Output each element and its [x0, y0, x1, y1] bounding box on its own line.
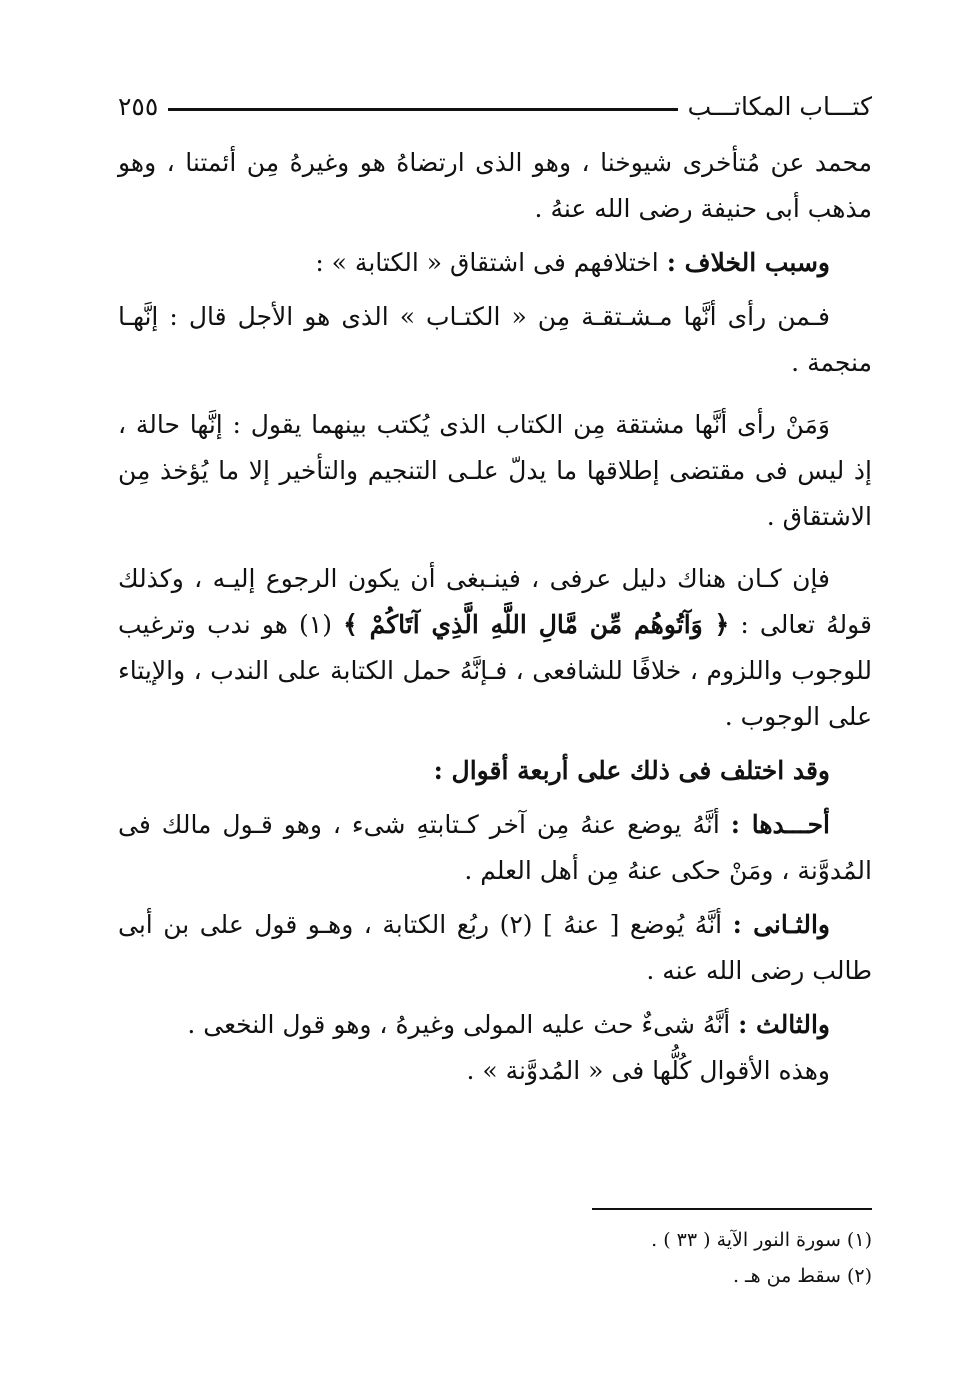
- header-rule: [168, 108, 677, 111]
- footnote-ref-2: (٢): [499, 910, 533, 939]
- paragraph-9: [118, 1002, 872, 1048]
- paragraph-2-text: اختلافهم فى اشتقاق « الكتابة » :: [315, 248, 667, 277]
- paragraph-8: [118, 902, 872, 994]
- page-header: [118, 86, 872, 126]
- page-number: ٢٥٥: [118, 91, 159, 121]
- main-text: [118, 140, 872, 1094]
- footnote-rule: [592, 1208, 872, 1210]
- paragraph-8-text1: أنَّهُ يُوضع [ عنهُ ]: [532, 910, 733, 939]
- paragraph-7-text: أنَّهُ يوضع عنهُ مِن آخر كـتابتهِ شىء ، وهو قـول مالك فى المُدوَّنة ، ومَنْ حكى عنهُ مِن أهل العلم .: [118, 810, 872, 885]
- paragraph-5-part1: فإن كـان هناك دليل عرفى ، فينـبغى أن يكون الرجوع إليـه ، وكذلك قولهُ تعالى :: [118, 564, 872, 639]
- paragraph-7-lead: أحـــدها :: [730, 810, 831, 839]
- paragraph-6: وقد اختلف فى ذلك على أربعة أقوال :: [433, 756, 830, 785]
- paragraph-9-text: أنَّهُ شىءٌ حث عليه المولى وغيرهُ ، وهو قول النخعى .: [187, 1010, 739, 1039]
- footnote-2: (٢) سقط من هـ .: [732, 1265, 872, 1287]
- paragraph-8-text2: ربُع الكتابة ، وهـو قول على بن أبى طالب رضى الله عنه .: [118, 910, 872, 985]
- footnote-ref-1: (١): [287, 610, 344, 639]
- paragraph-1: محمد عن مُتأخرى شيوخنا ، وهو الذى ارتضاهُ هو وغيرهُ مِن أئمتنا ، وهو مذهب أبى حنيفة رضى الله عنهُ .: [118, 148, 872, 223]
- paragraph-7: [118, 802, 872, 894]
- paragraph-5: [118, 556, 872, 740]
- paragraph-4: وَمَنْ رأى أنَّها مشتقة مِن الكتاب الذى يُكتب بينهما يقول : إنَّها حالة ، إذ ليس فى مقتضى إطلاقها ما يدلّ علـى التنجيم والتأخير إلا ما يُؤخذ مِن الاشتقاق .: [118, 410, 872, 531]
- paragraph-2-lead: وسبب الخلاف :: [666, 248, 830, 277]
- paragraph-5-part2: هو ندب وترغيب للوجوب واللزوم ، خلافًا للشافعى ، فـإنَّهُ حمل الكتابة على الندب ، والإيتاء على الوجوب .: [118, 610, 872, 731]
- paragraph-10: وهذه الأقوال كُلُّها فى « المُدوَّنة » .: [466, 1056, 830, 1085]
- paragraph-2: [118, 240, 872, 286]
- footnote-1: (١) سورة النور الآية ( ٣٣ ) .: [651, 1229, 872, 1251]
- paragraph-8-lead: والثـانى :: [732, 910, 830, 939]
- paragraph-9-lead: والثالث :: [738, 1010, 830, 1039]
- running-title: كتـــاب المكاتـــب: [687, 91, 872, 121]
- quran-verse: ﴿ وَآتُوهُم مِّن مَّالِ اللَّهِ الَّذِي آتَاكُمْ ﴾: [343, 610, 730, 639]
- footnotes: [118, 1222, 872, 1294]
- paragraph-3: فـمن رأى أنَّها مـشـتقـة مِن « الكتـاب » الذى هو الأجل قال : إنَّهـا منجمة .: [118, 302, 872, 377]
